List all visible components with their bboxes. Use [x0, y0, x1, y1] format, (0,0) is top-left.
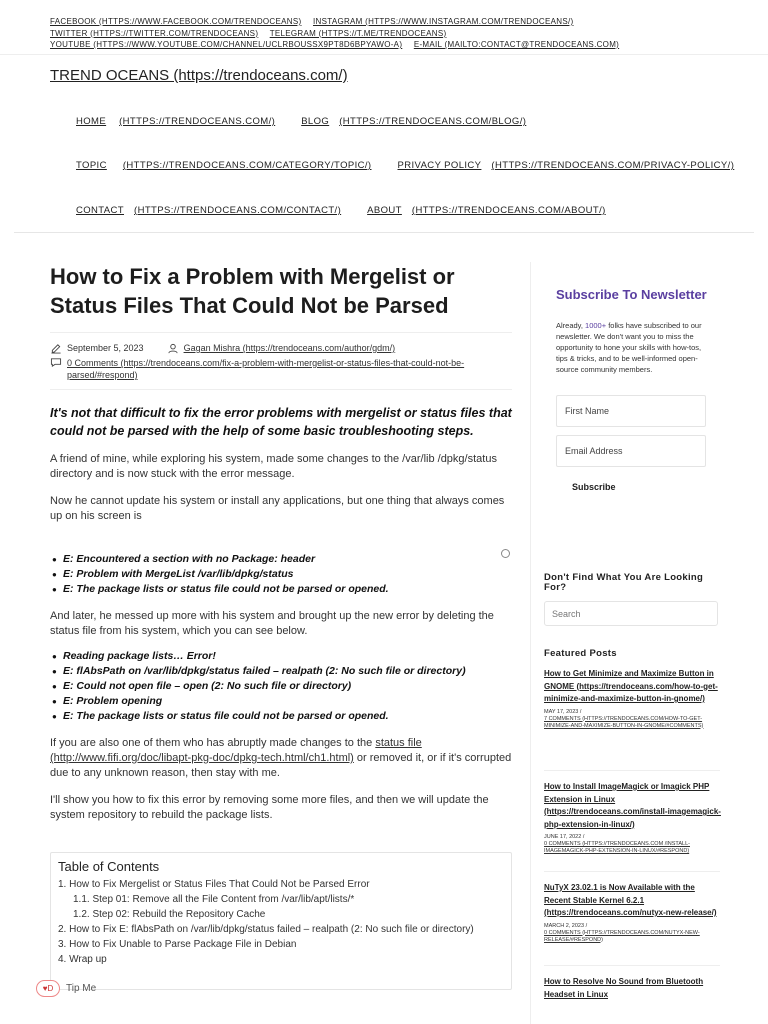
nav-about-url[interactable]: (HTTPS://TRENDOCEANS.COM/ABOUT/)	[411, 205, 606, 216]
featured-post-link[interactable]: How to Resolve No Sound from Bluetooth Headset in Linux	[544, 977, 704, 999]
paragraph-4-text: If you are also one of them who has abruptly made changes to the	[50, 737, 376, 749]
featured-post-comments[interactable]: 0 COMMENTS (HTTPS://TRENDOCEANS.COM /INSTALL-IMAGEMAGICK-PHP-EXTENSION-IN-LINUX/#RESPOND)	[544, 841, 690, 854]
lead-paragraph: It's not that difficult to fix the error problems with mergelist or status files that could not be parsed with the help of some basic troubleshooting steps.	[50, 406, 512, 438]
comment-icon	[50, 357, 62, 368]
header-divider	[0, 54, 768, 55]
newsletter-text	[544, 320, 724, 375]
error-list-2	[50, 649, 512, 724]
search-heading: Don't Find What You Are Looking For?	[544, 572, 704, 593]
toc-title: Table of Contents	[58, 859, 160, 874]
featured-post-date: MARCH 2, 2023 /	[544, 922, 588, 929]
paragraph-3: And later, he messed up more with his system and brought up the new error by deleting the status file from his system, which you can see below.	[50, 610, 494, 637]
toc-item[interactable]: 4. Wrap up	[58, 954, 107, 965]
featured-post	[544, 781, 722, 855]
paragraph-4	[50, 736, 512, 781]
post-meta	[50, 342, 512, 381]
featured-post-date: MAY 17, 2023 /	[544, 708, 582, 715]
paragraph-4-text-end: or removed it, or if it's corrupted due to any unknown reason, then stay with me.	[50, 752, 512, 779]
newsletter-title: Subscribe To Newsletter	[556, 287, 707, 302]
paragraph-2: Now he cannot update his system or install any applications, but one thing that always comes up on his screen is	[50, 495, 505, 522]
heart-icon: ♥D	[36, 980, 60, 997]
nav-topic-url[interactable]: (HTTPS://TRENDOCEANS.COM/CATEGORY/TOPIC/)	[122, 160, 372, 171]
nav-blog[interactable]: BLOG	[301, 116, 330, 127]
featured-post-date: JUNE 17, 2022 /	[544, 834, 585, 840]
nav-home-url[interactable]: (HTTPS://TRENDOCEANS.COM/)	[119, 116, 276, 127]
status-file-link[interactable]: status file (http://www.fifi.org/doc/libapt-pkg-doc/dpkg-tech.html/ch1.html)	[50, 737, 422, 764]
list-item: ● E: The package lists or status file could not be parsed or opened.	[50, 709, 512, 724]
paragraph-5: I'll show you how to fix this error by removing some more files, and then we will update the system repository to rebuild the package lists.	[50, 794, 489, 821]
list-item: ● E: Could not open file – open (2: No such file or directory)	[50, 679, 512, 694]
paragraph-1: A friend of mine, while exploring his system, made some changes to the /var/lib /dpkg/status directory and is now stuck with the error message.	[50, 453, 497, 480]
newsletter-text-start: Already,	[556, 321, 586, 330]
table-of-contents	[50, 852, 512, 990]
featured-post-link[interactable]: How to Install ImageMagick or Imagick PHP Extension in Linux (https://trendoceans.com/install-imagemagick-php-extension-in-linux/)	[544, 782, 721, 829]
social-links	[50, 16, 730, 51]
social-link-telegram[interactable]: TELEGRAM (HTTPS://T.ME/TRENDOCEANS)	[269, 28, 447, 38]
sidebar-divider	[530, 262, 531, 1024]
newsletter-text-end: folks have subscribed to our newsletter. We don't want you to miss the opportunity to hone your skills with how-tos, tips & tricks, and to be well-informed open-source community members.	[556, 321, 702, 374]
list-item: ● E: flAbsPath on /var/lib/dpkg/status failed – realpath (2: No such file or directory)	[50, 664, 512, 679]
social-link-email[interactable]: E-MAIL (MAILTO:CONTACT@TRENDOCEANS.COM)	[413, 40, 620, 49]
list-item: ● E: Encountered a section with no Package: header	[50, 552, 512, 567]
featured-post	[544, 882, 722, 944]
subscriber-count: 1000+	[585, 321, 607, 330]
post-author-link[interactable]: Gagan Mishra (https://trendoceans.com/author/gdm/)	[183, 343, 396, 353]
newsletter-card	[544, 270, 724, 492]
edit-icon	[50, 343, 62, 354]
nav-privacy[interactable]: PRIVACY POLICY	[397, 160, 482, 171]
nav-row-3	[76, 205, 606, 216]
nav-home[interactable]: HOME	[76, 116, 107, 127]
image-search-icon[interactable]	[501, 549, 510, 558]
list-item: ● E: Problem opening	[50, 694, 512, 709]
email-field[interactable]: Email Address	[556, 435, 706, 467]
social-link-youtube[interactable]: YOUTUBE (HTTPS://WWW.YOUTUBE.COM/CHANNEL/UCLRBOUSSX9PT8D6BPYAWO-A)	[50, 40, 403, 49]
featured-heading: Featured Posts	[544, 648, 617, 659]
featured-post-link[interactable]: NuTyX 23.02.1 is Now Available with the Recent Stable Kernel 6.2.1 (https://trendoceans.com/nutyx-new-release/)	[544, 883, 717, 917]
error-list-1	[50, 552, 512, 597]
social-link-instagram[interactable]: INSTAGRAM (HTTPS://WWW.INSTAGRAM.COM/TRENDOCEANS/)	[312, 17, 574, 26]
list-item: ● Reading package lists… Error!	[50, 649, 512, 664]
nav-blog-url[interactable]: (HTTPS://TRENDOCEANS.COM/BLOG/)	[339, 116, 527, 127]
nav-row-2	[76, 160, 734, 171]
post-comments-link[interactable]: 0 Comments (https://trendoceans.com/fix-a-problem-with-mergelist-or-status-files-that-could-not-be-parsed/#respond)	[67, 358, 465, 380]
featured-post-link[interactable]: How to Get Minimize and Maximize Button in GNOME (https://trendoceans.com/how-to-get-minimize-and-maximize-button-in-gnome/)	[544, 669, 718, 703]
site-title-link[interactable]: TREND OCEANS (https://trendoceans.com/)	[50, 67, 348, 84]
toc-item[interactable]: 3. How to Fix Unable to Parse Package File in Debian	[58, 939, 297, 950]
subscribe-button[interactable]: Subscribe	[572, 482, 616, 492]
meta-divider-bottom	[50, 389, 512, 390]
nav-row-1	[76, 116, 526, 127]
nav-privacy-url[interactable]: (HTTPS://TRENDOCEANS.COM/PRIVACY-POLICY/)	[491, 160, 735, 171]
nav-contact[interactable]: CONTACT	[76, 205, 125, 216]
first-name-field[interactable]: First Name	[556, 395, 706, 427]
meta-divider	[50, 332, 512, 333]
toc-item[interactable]: 1. How to Fix Mergelist or Status Files That Could Not be Parsed Error	[58, 879, 370, 890]
featured-post-comments[interactable]: 7 COMMENTS (HTTPS://TRENDOCEANS.COM/HOW-TO-GET-MINIMIZE-AND-MAXIMIZE-BUTTON-IN-GNOME/#COMMENTS)	[544, 715, 704, 729]
nav-topic[interactable]: TOPIC	[76, 160, 107, 171]
tip-me-button[interactable]	[36, 980, 96, 997]
list-item: ● E: The package lists or status file could not be parsed or opened.	[50, 582, 512, 597]
nav-about[interactable]: ABOUT	[367, 205, 402, 216]
featured-post-comments[interactable]: 0 COMMENTS (HTTPS://TRENDOCEANS.COM/NUTYX-NEW-RELEASE/#RESPOND)	[544, 929, 700, 943]
tip-me-label: Tip Me	[66, 983, 97, 994]
featured-divider	[544, 871, 720, 872]
nav-divider	[14, 232, 754, 233]
social-link-facebook[interactable]: FACEBOOK (HTTPS://WWW.FACEBOOK.COM/TRENDOCEANS)	[50, 17, 302, 26]
toc-item[interactable]: 1.2. Step 02: Rebuild the Repository Cache	[73, 909, 266, 920]
post-title: How to Fix a Problem with Mergelist or Status Files That Could Not be Parsed	[50, 264, 455, 318]
search-input[interactable]: Search	[544, 601, 718, 626]
post-date: September 5, 2023	[67, 343, 144, 353]
featured-divider	[544, 965, 720, 966]
toc-item[interactable]: 1.1. Step 01: Remove all the File Content from /var/lib/apt/lists/*	[73, 894, 355, 905]
list-item: ● E: Problem with MergeList /var/lib/dpkg/status	[50, 567, 512, 582]
toc-item[interactable]: 2. How to Fix E: flAbsPath on /var/lib/dpkg/status failed – realpath (2: No such file or directory)	[58, 924, 474, 935]
featured-post	[544, 976, 722, 1001]
user-icon	[167, 343, 179, 354]
nav-contact-url[interactable]: (HTTPS://TRENDOCEANS.COM/CONTACT/)	[134, 205, 342, 216]
featured-divider	[544, 770, 720, 771]
featured-post	[544, 668, 722, 730]
social-link-twitter[interactable]: TWITTER (HTTPS://TWITTER.COM/TRENDOCEANS)	[50, 28, 259, 38]
article	[50, 262, 512, 823]
